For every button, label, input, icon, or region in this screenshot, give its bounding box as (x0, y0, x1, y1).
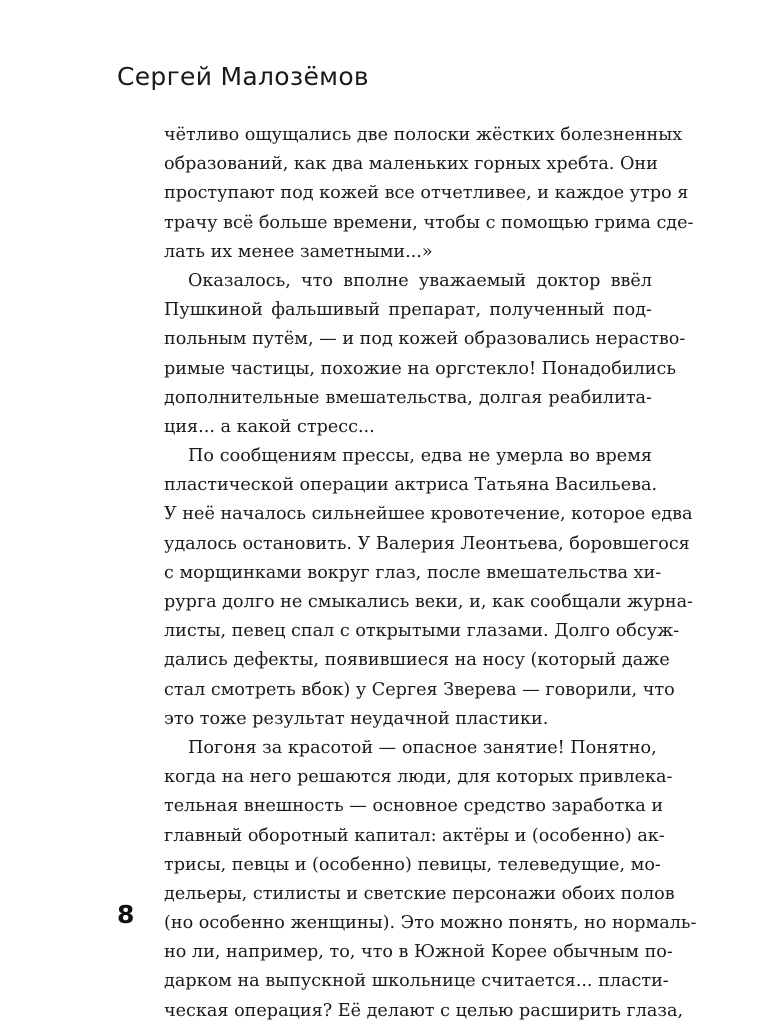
text-line: дарком на выпускной школьнице считается... пласти- (164, 971, 669, 992)
text-line: римые частицы, похожие на оргстекло! Понадобились (164, 358, 676, 379)
text-line: чётливо ощущались две полоски жёстких болезненных (164, 125, 683, 145)
text-line: ция... а какой стресс... (164, 416, 375, 437)
text-line: это тоже результат неудачной пластики. (164, 708, 549, 729)
text-line: главный оборотный капитал: актёры и (особенно) ак- (164, 825, 665, 846)
text-line: рурга долго не смыкались веки, и, как сообщали журна- (164, 592, 694, 612)
text-line: дельеры, стилисты и светские персонажи обоих полов (164, 883, 675, 904)
text-line: трачу всё больше времени, чтобы с помощью грима сде- (164, 212, 694, 233)
text-line: дополнительные вмешательства, долгая реабилита- (164, 387, 652, 408)
text-line: лать их менее заметными...» (164, 241, 433, 262)
text-line: с морщинками вокруг глаз, после вмешательства хи- (164, 562, 662, 583)
text-line: удалось остановить. У Валерия Леонтьева, боровшегося (164, 533, 690, 554)
text-line: образований, как два маленьких горных хребта. Они (164, 154, 658, 175)
text-line: когда на него решаются люди, для которых привлека- (164, 767, 673, 788)
text-line: У неё началось сильнейшее кровотечение, которое едва (164, 504, 693, 525)
text-line: пластической операции актриса Татьяна Васильева. (164, 475, 658, 496)
page-number: 8 (117, 900, 135, 929)
text-line: тельная внешность — основное средство заработка и (164, 796, 664, 817)
text-line: дались дефекты, появившиеся на носу (который даже (164, 650, 670, 671)
text-line: листы, певец спал с открытыми глазами. Долго обсуж- (164, 621, 680, 642)
running-head-author: Сергей Малозёмов (117, 62, 369, 91)
text-line: трисы, певцы и (особенно) певицы, телеведущие, мо- (164, 854, 661, 875)
text-line: стал смотреть вбок) у Сергея Зверева — говорили, что (164, 679, 675, 700)
text-line: (но особенно женщины). Это можно понять, но нормаль- (164, 913, 697, 934)
text-line: польным путём, — и под кожей образовались нераство- (164, 329, 686, 350)
paragraph-start: По сообщениям прессы, едва не умерла во время (188, 446, 652, 467)
text-line: проступают под кожей все отчетливее, и каждое утро я (164, 183, 689, 204)
text-line: ческая операция? Её делают с целью расширить глаза, (164, 1000, 684, 1021)
text-line: но ли, например, то, что в Южной Корее обычным по- (164, 942, 673, 963)
paragraph-start: Оказалось, что вполне уважаемый доктор ввёл (188, 270, 652, 291)
text-line: Пушкиной фальшивый препарат, полученный под- (164, 300, 652, 321)
paragraph-start: Погоня за красотой — опасное занятие! Понятно, (188, 737, 657, 758)
body-text (164, 121, 697, 1026)
